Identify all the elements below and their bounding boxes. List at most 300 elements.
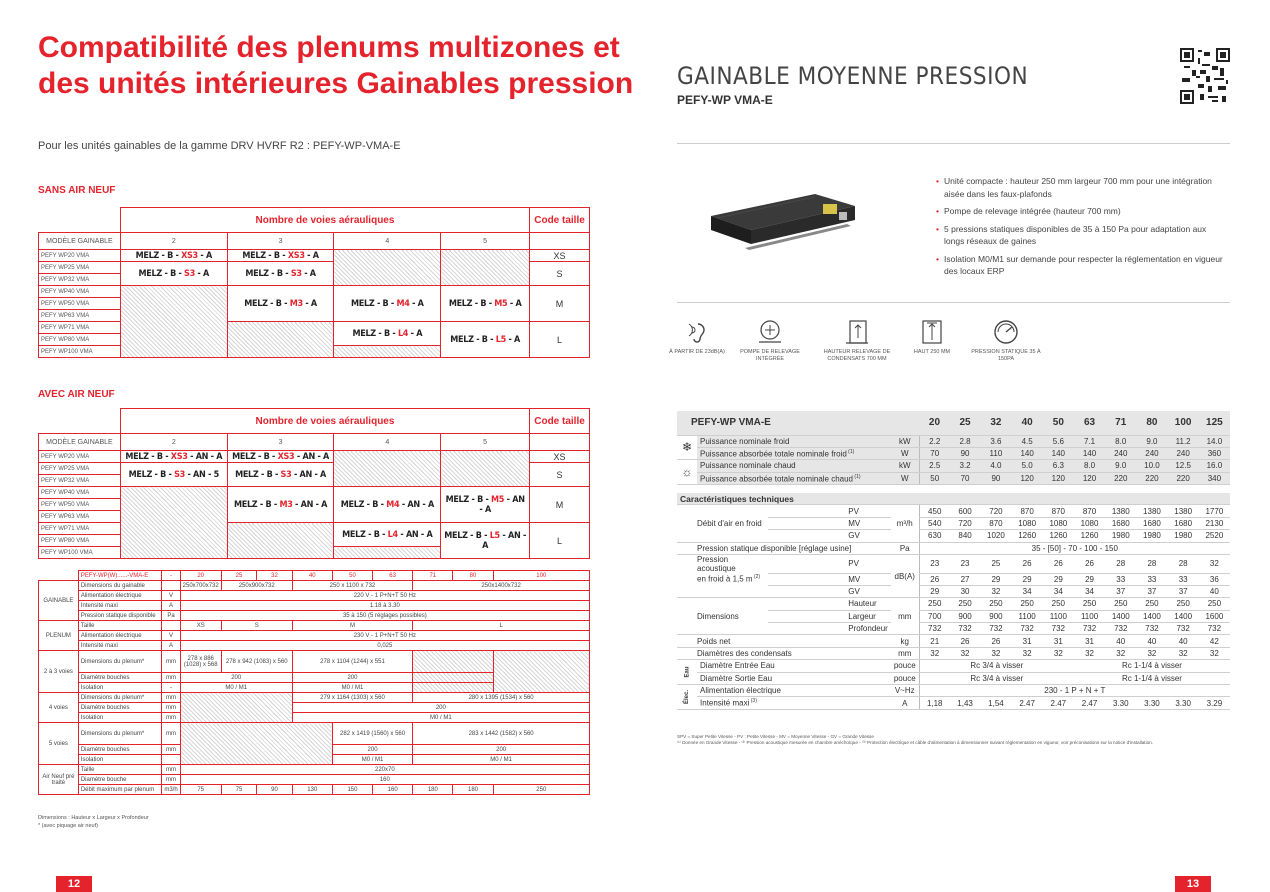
table-cell: m3/h xyxy=(162,785,180,795)
code-cell xyxy=(227,262,334,286)
cell-text: M4 xyxy=(386,499,400,510)
size-xs: XS xyxy=(530,451,590,463)
table-cell: 250 xyxy=(1105,598,1136,610)
table-cell: A xyxy=(162,601,180,611)
table-cell xyxy=(162,581,180,591)
table-cell: 5.0 xyxy=(1012,460,1043,472)
table-cell: Profondeur xyxy=(768,623,891,635)
table-specs xyxy=(677,411,1230,710)
table-cell: 1980 xyxy=(1168,530,1199,542)
table-cell: 40 xyxy=(1199,585,1230,597)
table-cell: 9.0 xyxy=(1136,435,1167,447)
table-cell: 28 xyxy=(1105,555,1136,574)
cell-text: S3 xyxy=(280,469,292,480)
table-cell: 280 x 1395 (1534) x 560 xyxy=(413,693,590,703)
table-cell: 34 xyxy=(1043,585,1074,597)
group-header: Nombre de voies aérauliques xyxy=(120,409,529,434)
table-cell: 1100 xyxy=(1043,610,1074,622)
table-cell: Rc 3/4 à visser xyxy=(919,660,1074,672)
pump-icon xyxy=(755,318,785,346)
cell-text: - AN - A xyxy=(187,451,223,462)
cell-text: - AN - A xyxy=(294,451,329,462)
table-cell: 90 xyxy=(950,447,981,459)
table-cell: 23 xyxy=(919,555,950,574)
table-cell: 29 xyxy=(1012,573,1043,585)
voies-3: 3 xyxy=(227,434,334,451)
table-cell: dB(A) xyxy=(891,555,919,598)
table-cell xyxy=(677,485,1230,493)
table-cell: mm xyxy=(891,598,919,635)
table-cell: 21 xyxy=(919,635,950,647)
table-cell: 160 xyxy=(373,785,413,795)
model-row: PEFY WP71 VMA xyxy=(39,523,121,535)
size-s: S xyxy=(530,463,590,487)
cell-text: MELZ - B - xyxy=(245,268,291,279)
table-cell: pouce xyxy=(891,672,919,684)
code-cell xyxy=(120,463,227,487)
table-cell: 32 xyxy=(257,571,293,581)
feature-bullets xyxy=(936,175,1226,283)
table-cell: Alimentation électrique xyxy=(697,685,891,697)
table-cell: 32 xyxy=(980,411,1011,435)
table-cell: 34 xyxy=(1074,585,1105,597)
table-cell: 250 xyxy=(1012,598,1043,610)
table-cell: 140 xyxy=(1074,447,1105,459)
table-cell: 40 xyxy=(1105,635,1136,647)
cell-text: S3 xyxy=(290,268,302,279)
cell-text: MELZ - B - xyxy=(244,298,290,309)
table-cell: Isolation xyxy=(78,755,162,765)
table-cell: 1380 xyxy=(1136,505,1167,517)
cell-text: MELZ - B - xyxy=(135,250,182,261)
feature-condensate: HAUTEUR RELEVAGE DE CONDENSATS 700 MM xyxy=(817,318,897,363)
table-cell: 3.30 xyxy=(1105,697,1136,709)
table-cell: 700 xyxy=(919,610,950,622)
table-cell: 90 xyxy=(980,472,1011,484)
cell-text: MELZ - B - xyxy=(235,469,281,480)
cell-text: MELZ - B - xyxy=(340,499,387,510)
table-cell: 40 xyxy=(292,571,332,581)
table-cell: 50 xyxy=(332,571,372,581)
table-cell: 250 xyxy=(1199,598,1230,610)
table-cell: GV xyxy=(768,530,891,542)
table-cell: 27 xyxy=(950,573,981,585)
cell-text: - A xyxy=(408,328,423,339)
table-cell: 31 xyxy=(1074,635,1105,647)
table-cell: M0 / M1 xyxy=(180,683,292,693)
table-cell: Pa xyxy=(162,611,180,621)
table-cell: 80 xyxy=(1136,411,1167,435)
table-cell: 29 xyxy=(1074,573,1105,585)
table-cell: 80 xyxy=(453,571,493,581)
voies-5: 5 xyxy=(441,233,530,250)
model-row: PEFY WP32 VMA xyxy=(39,274,121,286)
table-cell: 732 xyxy=(1168,623,1199,635)
table-cell: 1,43 xyxy=(950,697,981,709)
cell-text: MELZ - B - xyxy=(445,494,492,505)
table-cell: 1680 xyxy=(1105,517,1136,529)
table-cell: 63 xyxy=(373,571,413,581)
table-cell: 1770 xyxy=(1199,505,1230,517)
table-cell: M0 / M1 xyxy=(292,713,589,723)
table-cell xyxy=(530,434,590,451)
table-cell: 30 xyxy=(950,585,981,597)
table-cell: mm xyxy=(162,775,180,785)
code-cell xyxy=(120,250,227,262)
table-cell: 1,18 xyxy=(919,697,950,709)
model-row: PEFY WP25 VMA xyxy=(39,262,121,274)
cell-text: M5 xyxy=(491,494,505,505)
product-category: GAINABLE MOYENNE PRESSION xyxy=(677,62,1029,90)
hatch-cell xyxy=(441,451,530,487)
table-cell: 26 xyxy=(1043,555,1074,574)
table-cell: 732 xyxy=(1105,623,1136,635)
table-cell: 250 xyxy=(493,785,589,795)
cell-text: - A xyxy=(194,268,209,279)
table-cell: mm xyxy=(162,703,180,713)
voies-2: 2 xyxy=(120,233,227,250)
table-cell: 9.0 xyxy=(1105,460,1136,472)
specs-header: PEFY-WP VMA-E xyxy=(677,411,919,435)
size-m: M xyxy=(530,286,590,322)
table-cell: 4.0 xyxy=(980,460,1011,472)
table-cell: 2.8 xyxy=(950,435,981,447)
cell-text: MELZ - B - xyxy=(450,334,496,345)
table-cell: 25 xyxy=(221,571,257,581)
table-cell xyxy=(697,472,891,484)
table-cell: 250 xyxy=(980,598,1011,610)
section-carac: Caractéristiques techniques xyxy=(677,493,1230,505)
cell-text: M5 xyxy=(494,298,508,309)
code-cell xyxy=(441,322,530,358)
table-cell: 8.0 xyxy=(1074,460,1105,472)
table-cell: 732 xyxy=(1074,623,1105,635)
table-cell: 26 xyxy=(1074,555,1105,574)
voies-3: 3 xyxy=(227,233,334,250)
cell-text: (2) xyxy=(752,574,761,581)
table-cell: 732 xyxy=(1012,623,1043,635)
code-cell xyxy=(441,487,530,523)
table-cell: 200 xyxy=(413,745,590,755)
table-cell: GV xyxy=(768,585,891,597)
table-cell: 250 xyxy=(950,598,981,610)
table-cell: 29 xyxy=(1043,573,1074,585)
product-model: PEFY-WP VMA-E xyxy=(677,93,773,107)
table-cell: Pression acoustique xyxy=(697,555,736,574)
model-row: PEFY WP20 VMA xyxy=(39,250,121,262)
hatch-cell xyxy=(227,322,334,358)
table-cell: 250 xyxy=(1168,598,1199,610)
table-cell: 278 x 886 (1028) x 568 xyxy=(180,651,221,673)
table-cell: 5 voies xyxy=(39,723,79,765)
table-cell: 1100 xyxy=(1012,610,1043,622)
cell-text: - A xyxy=(197,250,212,261)
unit-height-icon xyxy=(917,318,947,346)
model-row: PEFY WP50 VMA xyxy=(39,499,121,511)
model-header: MODÈLE GAINABLE xyxy=(39,233,121,250)
table-cell: 2.47 xyxy=(1043,697,1074,709)
table-cell: 71 xyxy=(413,571,453,581)
table-cell: 220 xyxy=(1105,472,1136,484)
cell-text: MELZ - B - xyxy=(233,499,280,510)
table-cell: 32 xyxy=(950,647,981,659)
table-cell xyxy=(677,585,768,597)
table-cell xyxy=(162,621,180,631)
table-cell: MV xyxy=(768,573,891,585)
code-cell xyxy=(441,286,530,322)
size-s: S xyxy=(530,262,590,286)
feature-height: HAUT 250 MM xyxy=(892,318,972,356)
cell-text: XS3 xyxy=(170,451,188,462)
table-cell: 870 xyxy=(1012,505,1043,517)
footnotes: Dimensions : Hauteur x Largeur x Profondeur * (avec piquage air neuf) xyxy=(38,815,149,829)
table-cell: 1400 xyxy=(1136,610,1167,622)
table-cell: 2.47 xyxy=(1012,697,1043,709)
feature-noise: À PARTIR DE 23dB(A) xyxy=(657,318,737,356)
condensate-height-icon xyxy=(842,318,872,346)
section-avec-air-neuf: AVEC AIR NEUF xyxy=(38,389,115,400)
table-cell: kW xyxy=(891,435,919,447)
model-row: PEFY WP40 VMA xyxy=(39,487,121,499)
cell-text: - AN - A xyxy=(397,529,433,540)
hatch-cell xyxy=(334,250,441,286)
table-cell: 630 xyxy=(919,530,950,542)
cell-text: - AN - A xyxy=(291,469,327,480)
table-cell: 240 xyxy=(1136,447,1167,459)
table-cell: Dimensions du plenum* xyxy=(78,723,162,745)
table-cell: 900 xyxy=(980,610,1011,622)
table-cell: 7.1 xyxy=(1074,435,1105,447)
table-cell: mm xyxy=(162,713,180,723)
hatch-cell xyxy=(413,651,493,673)
table-cell: 1680 xyxy=(1168,517,1199,529)
table-cell: 1080 xyxy=(1074,517,1105,529)
hatch-cell xyxy=(413,673,493,683)
list-item: • Pompe de relevage intégrée (hauteur 700 mm) xyxy=(936,205,1226,218)
table-cell: 1380 xyxy=(1105,505,1136,517)
table-cell: Puissance nominale chaud xyxy=(697,460,891,472)
divider xyxy=(677,302,1230,303)
model-row: PEFY WP50 VMA xyxy=(39,298,121,310)
table-cell: L xyxy=(413,621,590,631)
cell-text: MELZ - B - xyxy=(448,298,495,309)
group-gainable: GAINABLE xyxy=(39,581,79,621)
list-item: • Unité compacte : hauteur 250 mm largeur 700 mm pour une intégration aisée dans les faux-plafonds xyxy=(936,175,1226,200)
table-cell: 900 xyxy=(950,610,981,622)
table-cell: 732 xyxy=(1199,623,1230,635)
table-cell: 1.18 à 3.30 xyxy=(180,601,589,611)
voies-5: 5 xyxy=(441,434,530,451)
table-cell: Alimentation électrique xyxy=(78,591,162,601)
cell-text: Intensité maxi xyxy=(700,698,750,708)
hatch-cell xyxy=(334,451,441,487)
cell-text: MELZ - B - xyxy=(232,451,278,462)
model-row: PEFY WP32 VMA xyxy=(39,475,121,487)
model-row: PEFY WP25 VMA xyxy=(39,463,121,475)
code-cell xyxy=(441,523,530,559)
code-cell xyxy=(227,286,334,322)
table-cell: 180 xyxy=(453,785,493,795)
cell-text: (3) xyxy=(749,698,757,705)
voies-4: 4 xyxy=(334,233,441,250)
table-cell: Taille xyxy=(78,765,162,775)
table-cell: 720 xyxy=(980,505,1011,517)
table-cell: 33 xyxy=(1136,573,1167,585)
table-cell: 140 xyxy=(1012,447,1043,459)
table-cell: kg xyxy=(891,635,919,647)
table-cell: 3.30 xyxy=(1136,697,1167,709)
group-header: Nombre de voies aérauliques xyxy=(120,208,529,233)
code-cell xyxy=(120,262,227,286)
table-cell: 29 xyxy=(919,585,950,597)
cell-text: - AN - A xyxy=(479,494,525,515)
table-cell: 37 xyxy=(1168,585,1199,597)
table-cell: 200 xyxy=(180,673,292,683)
section-eau xyxy=(677,660,697,685)
hatch-cell xyxy=(413,683,493,693)
snowflake-icon: ❄ xyxy=(677,435,697,460)
table-cell: Intensité maxi xyxy=(78,641,162,651)
code-cell xyxy=(334,523,441,547)
model-row: PEFY WP40 VMA xyxy=(39,286,121,298)
table-cell: Dimensions du plenum* xyxy=(78,651,162,673)
table-cell: V~Hz xyxy=(891,685,919,697)
table-cell: Rc 1-1/4 à visser xyxy=(1074,672,1230,684)
table-cell: 130 xyxy=(292,785,332,795)
hatch-cell xyxy=(441,250,530,286)
table-cell: V xyxy=(162,631,180,641)
table-cell: 26 xyxy=(919,573,950,585)
cell-text: MELZ - B - xyxy=(352,328,398,339)
table-cell: 3.6 xyxy=(980,435,1011,447)
table-cell: 1260 xyxy=(1043,530,1074,542)
table-cell: 42 xyxy=(1199,635,1230,647)
table-cell: 2.47 xyxy=(1074,697,1105,709)
table-cell: 450 xyxy=(919,505,950,517)
model-row: PEFY WP20 VMA xyxy=(39,451,121,463)
table-cell: 250x1400x732 xyxy=(413,581,590,591)
table-cell: 279 x 1164 (1303) x 560 xyxy=(292,693,413,703)
table-cell: 250x900x732 xyxy=(221,581,292,591)
table-cell: 4 voies xyxy=(39,693,79,723)
table-cell: 28 xyxy=(1136,555,1167,574)
table-cell: 360 xyxy=(1199,447,1230,459)
table-cell: Intensité maxi xyxy=(78,601,162,611)
cell-text: - AN - 5 xyxy=(184,469,219,480)
table-cell: 63 xyxy=(1074,411,1105,435)
table-cell: Poids net xyxy=(677,635,891,647)
table-cell: Hauteur xyxy=(768,598,891,610)
table-cell: 230 - 1 P + N + T xyxy=(919,685,1230,697)
table-cell: 2.5 xyxy=(919,460,950,472)
table-cell: 1,54 xyxy=(980,697,1011,709)
table-cell xyxy=(530,233,590,250)
table-cell: 140 xyxy=(1043,447,1074,459)
cell-text: L4 xyxy=(397,328,409,339)
cell-text: Eau xyxy=(684,666,691,678)
empty-corner xyxy=(39,409,121,434)
voies-4: 4 xyxy=(334,434,441,451)
table-cell: Dimensions xyxy=(677,598,768,635)
sun-icon: ☼ xyxy=(677,460,697,485)
section-sans-air-neuf: SANS AIR NEUF xyxy=(38,185,116,196)
page-subtitle: Pour les unités gainables de la gamme DRV HVRF R2 : PEFY-WP-VMA-E xyxy=(38,140,401,152)
table-cell: M0 / M1 xyxy=(292,683,413,693)
table-cell: 3.30 xyxy=(1168,697,1199,709)
table-cell: 1980 xyxy=(1136,530,1167,542)
feature-pump: POMPE DE RELEVAGE INTÉGRÉE xyxy=(730,318,810,363)
table-cell: 283 x 1442 (1582) x 560 xyxy=(413,723,590,745)
cell-text: - A xyxy=(507,298,522,309)
voies-2: 2 xyxy=(120,434,227,451)
table-cell: 1400 xyxy=(1168,610,1199,622)
table-cell: 160 xyxy=(180,775,589,785)
table-cell: 732 xyxy=(980,623,1011,635)
table-cell: Isolation xyxy=(78,713,162,723)
model-row: PEFY WP63 VMA xyxy=(39,511,121,523)
table-cell: 1260 xyxy=(1074,530,1105,542)
cell-text: - AN - A xyxy=(482,530,527,551)
cell-text: S3 xyxy=(174,469,185,480)
cell-text: - AN - A xyxy=(292,499,328,510)
table-cell: 70 xyxy=(919,447,950,459)
table-avec-air-neuf xyxy=(38,408,590,559)
table-cell: - xyxy=(162,571,180,581)
table-cell: 240 xyxy=(1105,447,1136,459)
table-cell: 33 xyxy=(1105,573,1136,585)
table-cell: 25 xyxy=(950,411,981,435)
table-cell: 3.2 xyxy=(950,460,981,472)
cell-text: Puissance absorbée totale nominale chaud xyxy=(700,474,854,484)
table-cell: M xyxy=(292,621,413,631)
table-cell: 32 xyxy=(919,647,950,659)
table-cell: 1380 xyxy=(1168,505,1199,517)
table-cell: 250 x 1100 x 732 xyxy=(292,581,413,591)
page-number-right: 13 xyxy=(1175,876,1211,892)
code-cell xyxy=(227,250,334,262)
table-cell: pouce xyxy=(891,660,919,672)
list-item: • Isolation M0/M1 sur demande pour respecter la réglementation en vigueur des locaux ERP xyxy=(936,253,1226,278)
product-image xyxy=(705,186,860,261)
table-cell: W xyxy=(891,447,919,459)
table-cell: 35 à 150 (5 réglages possibles) xyxy=(180,611,589,621)
table-cell: Débit d'air en froid xyxy=(677,505,768,542)
table-cell: 150 xyxy=(332,785,372,795)
table-cell: 732 xyxy=(950,623,981,635)
list-item: • 5 pressions statiques disponibles de 35 à 150 Pa pour adaptation aux longs réseaux de gaines xyxy=(936,223,1226,248)
table-cell: 75 xyxy=(180,785,221,795)
hatch-cell xyxy=(180,693,292,723)
table-cell: 2.2 xyxy=(919,435,950,447)
table-cell: 32 xyxy=(1012,647,1043,659)
cell-text: M4 xyxy=(396,298,410,309)
hatch-cell xyxy=(334,547,441,559)
cell-text: MELZ - B - xyxy=(138,268,185,279)
table-cell: 250 xyxy=(1074,598,1105,610)
table-cell: 2520 xyxy=(1199,530,1230,542)
table-cell: 5.6 xyxy=(1043,435,1074,447)
table-cell xyxy=(162,755,180,765)
code-cell xyxy=(334,322,441,346)
table-cell: 870 xyxy=(1074,505,1105,517)
feature-pressure: PRESSION STATIQUE 35 À 150PA xyxy=(966,318,1046,363)
table-cell: 278 x 1104 (1244) x 551 xyxy=(292,651,413,673)
model-row: PEFY WP100 VMA xyxy=(39,547,121,559)
table-cell: 75 xyxy=(221,785,257,795)
table-cell: Puissance nominale froid xyxy=(697,435,891,447)
hatch-cell xyxy=(120,487,227,559)
cell-text: (1) xyxy=(853,473,861,480)
